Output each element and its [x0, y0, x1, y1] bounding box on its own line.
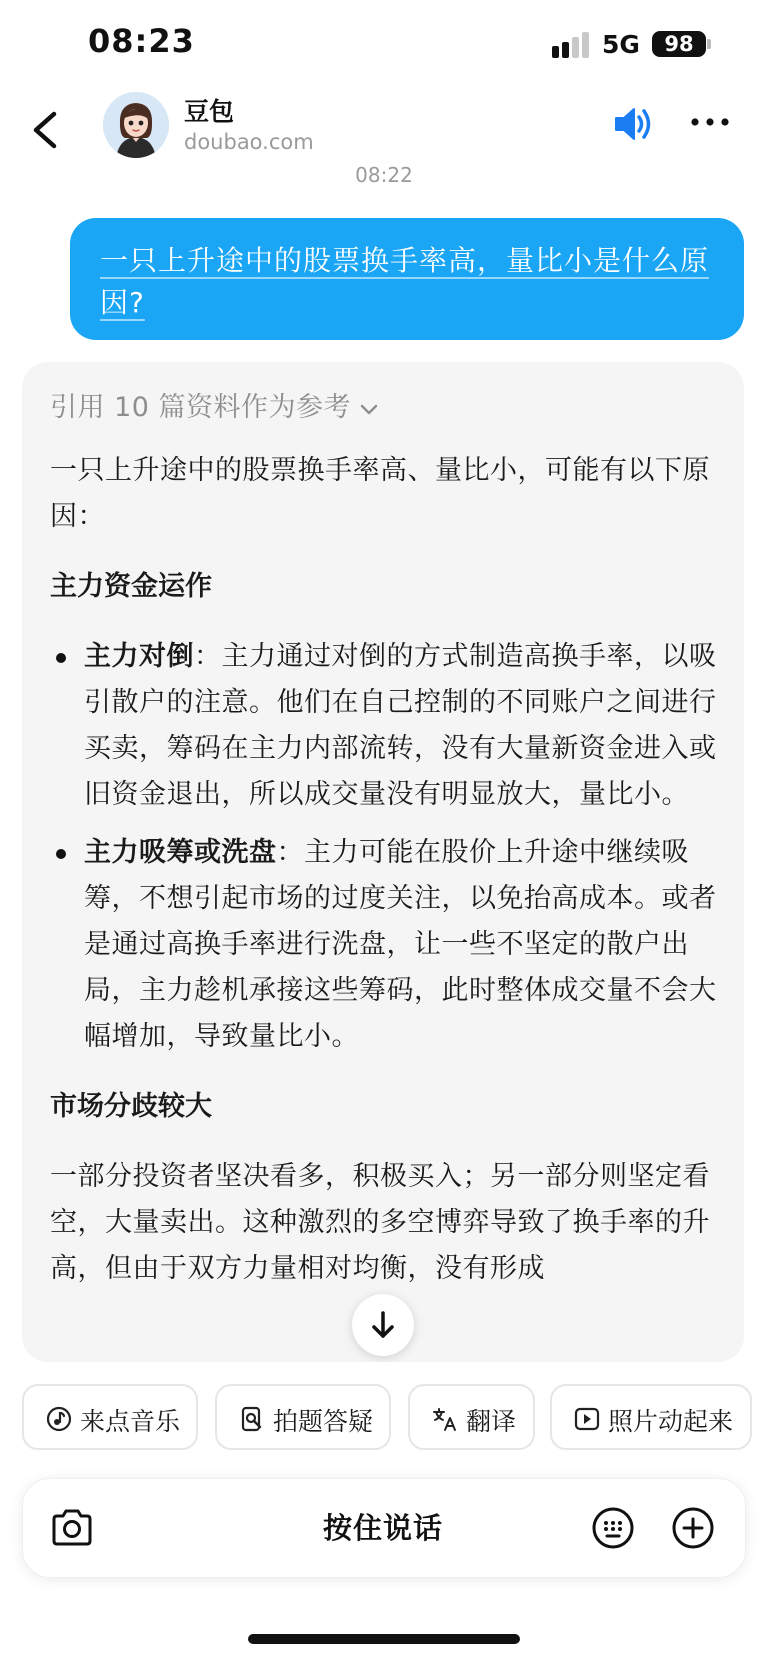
section-paragraph: 一部分投资者坚决看多，积极买入；另一部分则坚定看空，大量卖出。这种激烈的多空博弈导致了换手率的升高，但由于双方力量相对均衡，没有形成 [50, 1161, 710, 1284]
back-arrow-icon [26, 102, 66, 156]
signal-strength-icon [552, 32, 592, 58]
keyboard-icon [591, 1506, 635, 1550]
status-time: 08:23 [88, 22, 195, 60]
message-timestamp: 08:22 [355, 163, 413, 187]
quick-action-label: 照片动起来 [608, 1407, 734, 1436]
music-note-icon [46, 1406, 72, 1432]
section-heading: 市场分歧较大 [50, 1091, 212, 1122]
list-item [50, 830, 720, 1060]
list-item [50, 634, 720, 818]
input-bar [22, 1478, 746, 1578]
quick-action-label: 来点音乐 [80, 1407, 181, 1436]
answer-content [50, 388, 720, 1292]
citation-label: 引用 10 篇资料作为参考 [50, 392, 352, 423]
play-photo-icon [574, 1406, 600, 1432]
bullet-title: 主力对倒 [84, 641, 194, 672]
chevron-down-icon [359, 399, 379, 419]
answer-intro: 一只上升途中的股票换手率高、量比小，可能有以下原因： [50, 455, 710, 532]
back-button[interactable] [26, 102, 66, 156]
speaker-icon [612, 102, 656, 146]
scroll-to-bottom-button[interactable] [352, 1294, 414, 1356]
quick-action-music[interactable] [22, 1384, 198, 1450]
bullet-text: ：主力通过对倒的方式制造高换手率，以吸引散户的注意。他们在自己控制的不同账户之间进行买卖，筹码在主力内部流转，没有大量新资金进入或旧资金退出，所以成交量没有明显放大，量比小。 [84, 641, 717, 810]
quick-action-translate[interactable] [408, 1384, 535, 1450]
assistant-answer-card [22, 362, 744, 1362]
quick-actions-bar [0, 1362, 768, 1482]
avatar-image [103, 92, 169, 158]
camera-button[interactable] [49, 1505, 95, 1551]
arrow-down-icon [367, 1309, 399, 1341]
plus-icon [671, 1506, 715, 1550]
battery-tip [707, 39, 711, 49]
citation-toggle[interactable] [50, 388, 720, 448]
translate-icon [432, 1406, 458, 1432]
status-bar [0, 0, 768, 90]
chat-header [0, 86, 768, 172]
more-icon [690, 110, 730, 134]
quick-action-label: 拍题答疑 [273, 1407, 374, 1436]
speaker-button[interactable] [612, 102, 656, 146]
battery-level: 98 [652, 31, 706, 57]
network-type: 5G [602, 30, 640, 59]
home-indicator[interactable] [248, 1634, 520, 1644]
section-heading: 主力资金运作 [50, 571, 212, 602]
more-button[interactable] [690, 110, 730, 134]
bullet-dot [56, 653, 66, 663]
add-button[interactable] [671, 1506, 715, 1550]
bullet-dot [56, 849, 66, 859]
keyboard-button[interactable] [591, 1506, 635, 1550]
chat-subtitle: doubao.com [184, 130, 314, 154]
quick-action-label: 翻译 [466, 1407, 517, 1436]
hold-to-talk-button[interactable]: 按住说话 [322, 1511, 443, 1545]
quick-action-photo-question[interactable] [215, 1384, 391, 1450]
camera-icon [49, 1505, 95, 1551]
user-message-bubble[interactable] [70, 218, 744, 340]
scan-question-icon [239, 1406, 265, 1432]
chat-title: 豆包 [184, 97, 235, 126]
avatar[interactable] [103, 92, 169, 158]
quick-action-animate-photo[interactable] [550, 1384, 752, 1450]
bullet-list [50, 634, 720, 1060]
bullet-text: ：主力可能在股价上升途中继续吸筹，不想引起市场的过度关注，以免抬高成本。或者是通过高换手率进行洗盘，让一些不坚定的散户出局，主力趁机承接这些筹码，此时整体成交量不会大幅增加，导致量比小。 [84, 837, 717, 1052]
user-message-text: 一只上升途中的股票换手率高，量比小是什么原因? [100, 244, 710, 319]
bullet-title: 主力吸筹或洗盘 [84, 837, 277, 868]
